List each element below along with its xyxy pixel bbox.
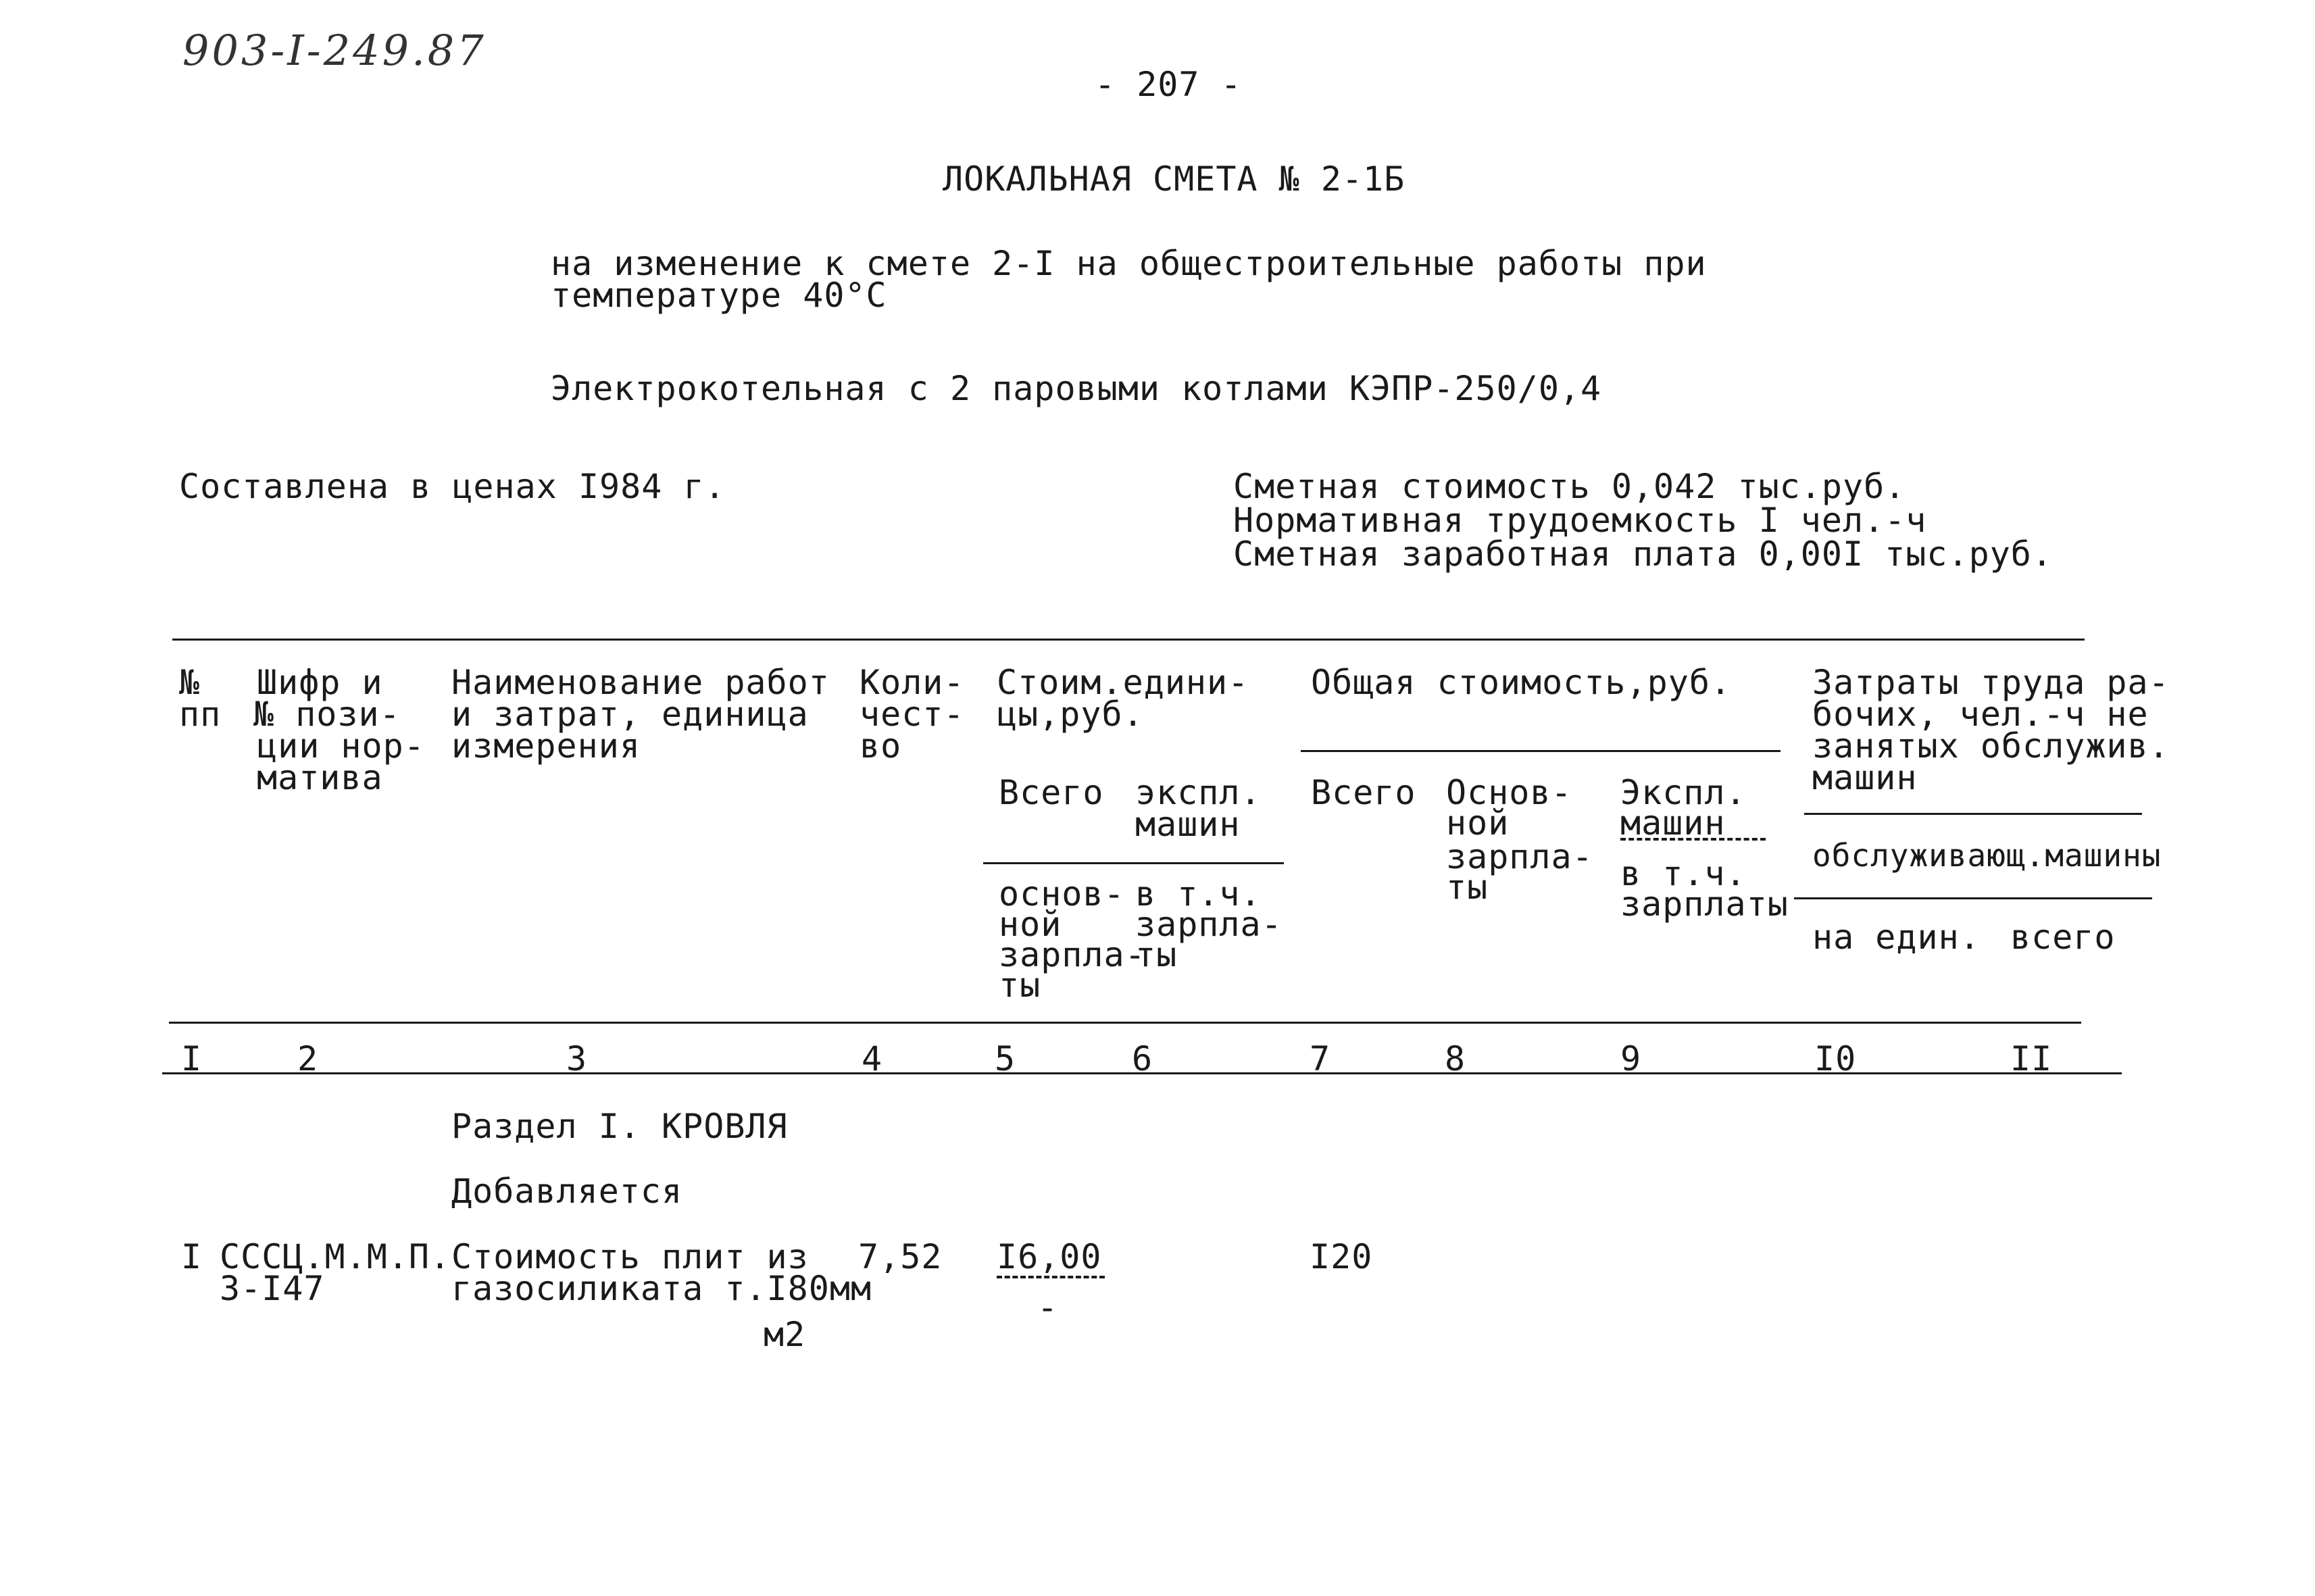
header-name-line-2: и затрат, единица bbox=[451, 695, 809, 734]
section-title: Раздел I. КРОВЛЯ bbox=[451, 1107, 788, 1146]
header-unit-mach-wage-line-2: зарпла- bbox=[1135, 905, 1283, 944]
row-1-unit: м2 bbox=[764, 1315, 806, 1354]
object-name: Электрокотельная с 2 паровыми котлами КЭПР-250/0,4 bbox=[551, 369, 1602, 408]
header-unit-wage-line-1: основ- bbox=[999, 874, 1125, 914]
header-total-wage-line-1: Основ- bbox=[1446, 773, 1572, 812]
header-total-mach-line-1: Экспл. bbox=[1620, 773, 1747, 812]
header-unit-mach-wage-line-1: в т.ч. bbox=[1135, 874, 1262, 914]
header-labor-total: всего bbox=[2010, 918, 2116, 957]
subsection-title: Добавляется bbox=[451, 1172, 683, 1211]
header-unit-wage-line-2: ной bbox=[999, 905, 1062, 944]
column-number-6: 6 bbox=[1132, 1039, 1153, 1078]
row-1-name-line-1: Стоимость плит из bbox=[451, 1237, 809, 1276]
summary-labor: Нормативная трудоемкость I чел.-ч bbox=[1233, 501, 1927, 540]
total-cost-rule bbox=[1301, 750, 1781, 752]
header-unit-mach-line-2: машин bbox=[1135, 805, 1241, 844]
unit-cost-rule bbox=[983, 862, 1284, 864]
header-unit-total: Всего bbox=[999, 773, 1104, 812]
header-labor-line-1: Затраты труда ра- bbox=[1812, 663, 2170, 702]
header-qty-line-2: чест- bbox=[860, 695, 965, 734]
header-total-mach-wage-line-1: в т.ч. bbox=[1620, 854, 1747, 893]
row-1-total: I20 bbox=[1310, 1237, 1373, 1276]
header-code-line-1: Шифр и bbox=[257, 663, 383, 702]
header-unit-cost-line-1: Стоим.едини- bbox=[997, 663, 1249, 702]
document-code: 903-I-249.87 bbox=[182, 26, 487, 75]
row-1-code-line-1: СССЦ.М.М.П. bbox=[220, 1237, 451, 1276]
row-1-code-line-2: 3-I47 bbox=[220, 1269, 325, 1308]
unit-cost-underline bbox=[997, 1276, 1105, 1278]
header-labor-line-3: занятых обслужив. bbox=[1812, 726, 2170, 766]
row-1-unit-wage: - bbox=[1037, 1288, 1059, 1327]
header-total-mach-line-2: машин bbox=[1620, 803, 1726, 843]
header-labor-per-unit: на един. bbox=[1812, 918, 1981, 957]
header-unit-mach-line-1: экспл. bbox=[1135, 773, 1262, 812]
header-qty-line-1: Коли- bbox=[860, 663, 965, 702]
header-total-cost: Общая стоимость,руб. bbox=[1311, 663, 1732, 702]
row-1-unit-cost: I6,00 bbox=[997, 1237, 1102, 1276]
page-number: - 207 - bbox=[1095, 65, 1242, 104]
labor-rule-1 bbox=[1804, 813, 2142, 815]
header-qty-line-3: во bbox=[860, 726, 902, 766]
subtitle-line-1: на изменение к смете 2-I на общестроительные работы при bbox=[551, 244, 1707, 283]
column-number-1: I bbox=[181, 1039, 203, 1078]
header-total-wage-line-4: ты bbox=[1446, 868, 1489, 907]
row-1-name-line-2: газосиликата т.I80мм bbox=[451, 1269, 872, 1308]
header-code-line-2: № пози- bbox=[253, 695, 401, 734]
header-num-line-1: № bbox=[179, 663, 201, 702]
header-total-mach-wage-line-2: зарплаты bbox=[1620, 884, 1789, 924]
header-unit-wage-line-4: ты bbox=[999, 966, 1041, 1005]
column-number-2: 2 bbox=[297, 1039, 319, 1078]
header-code-line-4: матива bbox=[257, 758, 383, 797]
header-unit-mach-wage-line-3: ты bbox=[1135, 935, 1178, 974]
header-labor-service: обслуживающ.машины bbox=[1812, 837, 2162, 874]
labor-rule-2 bbox=[1794, 897, 2152, 899]
header-total-wage-line-3: зарпла- bbox=[1446, 837, 1593, 876]
table-top-rule bbox=[172, 639, 2085, 641]
summary-cost: Сметная стоимость 0,042 тыс.руб. bbox=[1233, 467, 1906, 506]
row-1-qty: 7,52 bbox=[858, 1237, 943, 1276]
column-number-3: 3 bbox=[566, 1039, 588, 1078]
header-total-all: Всего bbox=[1311, 773, 1416, 812]
prices-note: Составлена в ценах I984 г. bbox=[179, 467, 726, 506]
column-number-7: 7 bbox=[1310, 1039, 1331, 1078]
header-labor-line-4: машин bbox=[1812, 758, 1918, 797]
column-number-11: II bbox=[2010, 1039, 2053, 1078]
header-total-wage-line-2: ной bbox=[1446, 803, 1510, 843]
header-unit-cost-line-2: цы,руб. bbox=[997, 695, 1144, 734]
header-name-line-1: Наименование работ bbox=[451, 663, 830, 702]
total-mach-underline bbox=[1620, 838, 1766, 841]
document-title: ЛОКАЛЬНАЯ СМЕТА № 2-1Б bbox=[943, 159, 1405, 199]
row-1-num: I bbox=[181, 1237, 203, 1276]
summary-wages: Сметная заработная плата 0,00I тыс.руб. bbox=[1233, 534, 2053, 574]
column-number-10: I0 bbox=[1814, 1039, 1857, 1078]
header-labor-line-2: бочих, чел.-ч не bbox=[1812, 695, 2149, 734]
header-num-line-2: пп bbox=[179, 695, 222, 734]
column-number-9: 9 bbox=[1620, 1039, 1642, 1078]
header-code-line-3: ции нор- bbox=[257, 726, 425, 766]
header-unit-wage-line-3: зарпла- bbox=[999, 935, 1146, 974]
column-number-5: 5 bbox=[995, 1039, 1016, 1078]
table-header-bottom-rule bbox=[169, 1022, 2081, 1024]
column-number-8: 8 bbox=[1445, 1039, 1466, 1078]
header-name-line-3: измерения bbox=[451, 726, 641, 766]
subtitle-line-2: температуре 40°С bbox=[551, 276, 887, 315]
column-number-4: 4 bbox=[862, 1039, 883, 1078]
